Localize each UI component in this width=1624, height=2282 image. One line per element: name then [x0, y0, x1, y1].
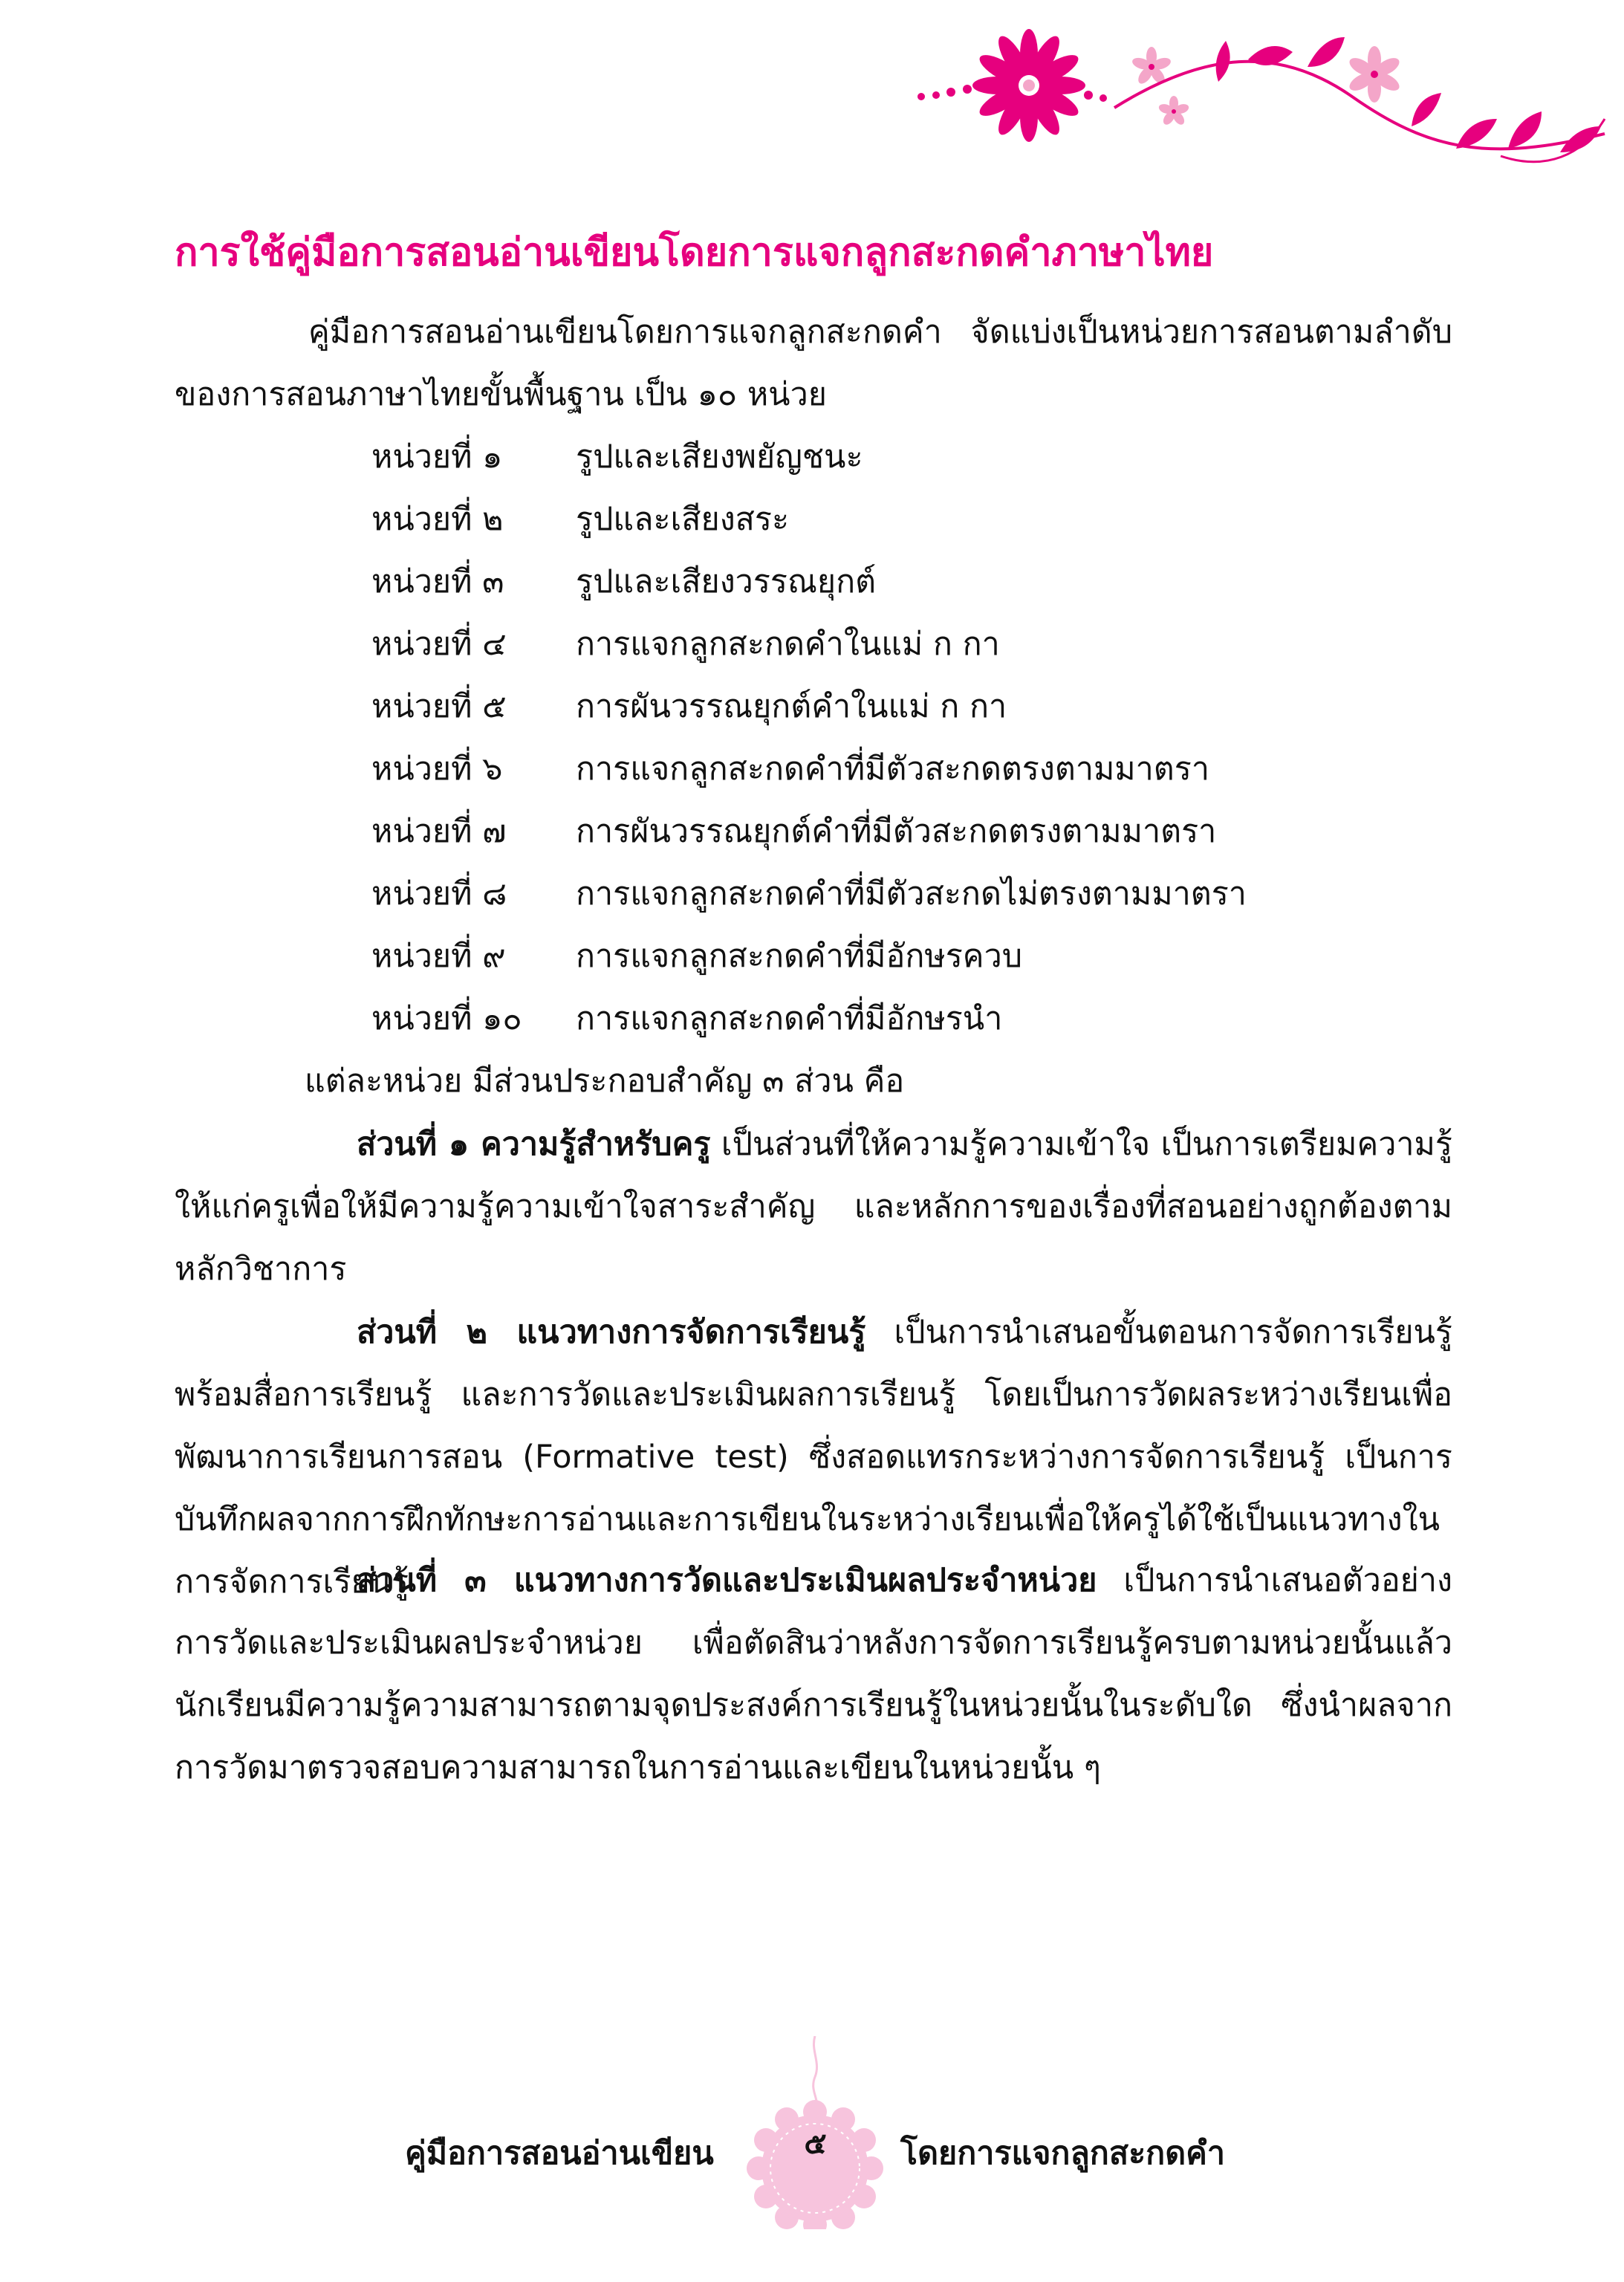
- unit-title: การแจกลูกสะกดคำที่มีตัวสะกดไม่ตรงตามมาตรา: [576, 875, 1247, 913]
- list-item: [371, 675, 1247, 738]
- part-3-heading: ส่วนที่ ๓ แนวทางการวัดและประเมินผลประจำหน่วย: [357, 1562, 1097, 1599]
- part-1-text: เป็นส่วนที่ให้ความรู้ความเข้าใจ เป็นการเตรียมความรู้ให้แก่ครูเพื่อให้มีความรู้ความเข้าใจสาระสำคัญ และหลักการของเรื่องที่สอนอย่างถูกต้องตามหลักวิชาการ: [175, 1126, 1452, 1288]
- floral-vine-ornament: [891, 15, 1624, 208]
- page-number: ๕: [804, 2127, 827, 2161]
- list-item: [371, 800, 1247, 863]
- footer-subtitle: โดยการแจกลูกสะกดคำ: [900, 2135, 1226, 2172]
- unit-title: การแจกลูกสะกดคำที่มีอักษรนำ: [576, 1000, 1003, 1037]
- part-1-heading: ส่วนที่ ๑ ความรู้สำหรับครู: [357, 1126, 711, 1163]
- part-3-text: เป็นการนำเสนอตัวอย่างการวัดและประเมินผลประจำหน่วย เพื่อตัดสินว่าหลังการจัดการเรียนรู้ครบตามหน่วยนั้นแล้วนักเรียนมีความรู้ความสามารถตามจุดประสงค์การเรียนรู้ในหน่วยนั้นในระดับใด ซึ่งนำผลจากการวัดมาตรวจสอบความสามารถในการอ่านและเขียนในหน่วยนั้น ๆ: [175, 1562, 1452, 1786]
- footer-book-title: คู่มือการสอนอ่านเขียน: [405, 2135, 714, 2172]
- unit-title: การแจกลูกสะกดคำที่มีตัวสะกดตรงตามมาตรา: [576, 751, 1209, 788]
- unit-list: [371, 426, 1247, 1050]
- unit-title: การแจกลูกสะกดคำในแม่ ก กา: [576, 626, 1000, 663]
- part-2-heading: ส่วนที่ ๒ แนวทางการจัดการเรียนรู้: [357, 1314, 866, 1351]
- list-item: [371, 551, 1247, 613]
- unit-title: รูปและเสียงสระ: [576, 501, 790, 538]
- intro-paragraph: คู่มือการสอนอ่านเขียนโดยการแจกลูกสะกดคำ จัดแบ่งเป็นหน่วยการสอนตามลำดับของการสอนภาษาไทยขั้นพื้นฐาน เป็น ๑๐ หน่วย: [175, 314, 1452, 413]
- list-item: [371, 925, 1247, 988]
- unit-label: หน่วยที่ ๗: [371, 813, 507, 850]
- list-item: [371, 863, 1247, 925]
- unit-title: รูปและเสียงวรรณยุกต์: [576, 563, 877, 600]
- unit-title: การแจกลูกสะกดคำที่มีอักษรควบ: [576, 938, 1023, 975]
- unit-label: หน่วยที่ ๑๐: [371, 1000, 522, 1037]
- part-2-text: เป็นการนำเสนอขั้นตอนการจัดการเรียนรู้พร้อมสื่อการเรียนรู้ และการวัดและประเมินผลการเรียนรู้ โดยเป็นการวัดผลระหว่างเรียนเพื่อพัฒนาการเรียนการสอน (Formative test) ซึ่งสอดแทรกระหว่างการจัดการเรียนรู้ เป็นการบันทึกผลจากการฝึกทักษะการอ่านและการเขียนในระหว่างเรียนเพื่อให้ครูได้ใช้เป็นแนวทางในการจัดการเรียนรู้: [175, 1314, 1452, 1601]
- part-3-paragraph: [175, 1549, 1452, 1799]
- part-1-paragraph: [175, 1113, 1452, 1300]
- unit-title: การผันวรรณยุกต์คำที่มีตัวสะกดตรงตามมาตรา: [576, 813, 1217, 850]
- parts-intro: แต่ละหน่วย มีส่วนประกอบสำคัญ ๓ ส่วน คือ: [305, 1063, 905, 1100]
- page-title: การใช้คู่มือการสอนอ่านเขียนโดยการแจกลูกสะกดคำภาษาไทย: [175, 230, 1214, 275]
- flower-icon: [972, 29, 1085, 142]
- unit-label: หน่วยที่ ๑: [371, 438, 503, 476]
- list-item: [371, 738, 1247, 800]
- list-item: [371, 488, 1247, 551]
- list-item: [371, 613, 1247, 675]
- unit-label: หน่วยที่ ๖: [371, 751, 503, 788]
- unit-label: หน่วยที่ ๔: [371, 626, 507, 663]
- unit-title: การผันวรรณยุกต์คำในแม่ ก กา: [576, 688, 1007, 725]
- list-item: [371, 426, 1247, 488]
- list-item: [371, 988, 1247, 1050]
- unit-label: หน่วยที่ ๘: [371, 875, 507, 913]
- unit-label: หน่วยที่ ๙: [371, 938, 506, 975]
- unit-label: หน่วยที่ ๓: [371, 563, 504, 600]
- unit-title: รูปและเสียงพยัญชนะ: [576, 438, 863, 476]
- unit-label: หน่วยที่ ๕: [371, 688, 507, 725]
- unit-label: หน่วยที่ ๒: [371, 501, 504, 538]
